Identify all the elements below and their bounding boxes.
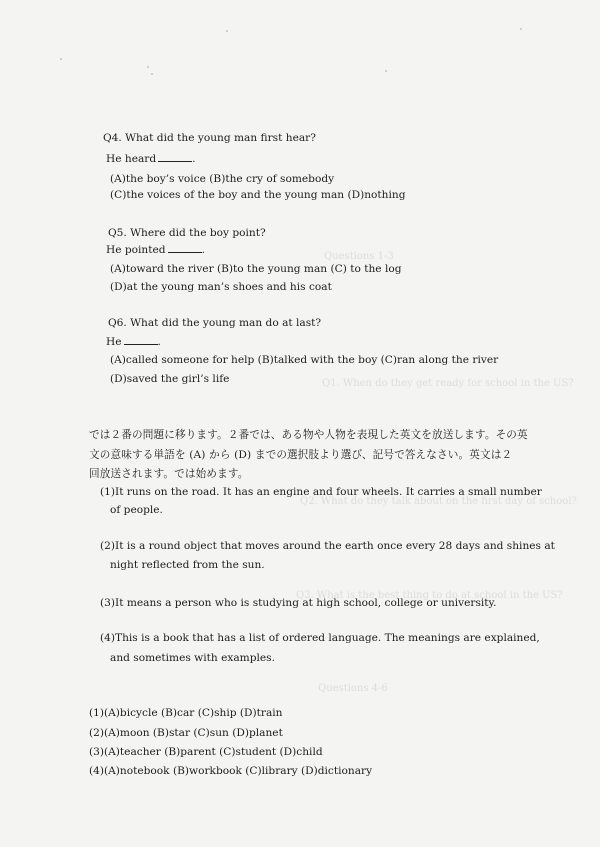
stem-text: He pointed (106, 244, 166, 256)
options-q6-line1: (A)called someone for help (B)talked with the boy (C)ran along the river (110, 354, 499, 366)
answer-choices-1: (1)(A)bicycle (B)car (C)ship (D)train (89, 707, 283, 719)
instructions-line: では２番の問題に移ります。２番では、ある物や人物を表現した英文を放送します。その英 (89, 429, 528, 441)
answer-choices-2: (2)(A)moon (B)star (C)sun (D)planet (89, 727, 283, 739)
bleed-through-text: Q3. What is the best thing to do at school in the US? (296, 590, 563, 601)
stem-text: He heard (106, 153, 157, 165)
description-4-line2: and sometimes with examples. (110, 652, 275, 664)
answer-blank (158, 152, 192, 162)
description-2-line2: night reflected from the sun. (110, 559, 265, 571)
bleed-through-text: Q1. When do they get ready for school in the US? (322, 378, 574, 389)
bleed-through-text: Questions 4-6 (318, 683, 388, 694)
options-q4-line1: (A)the boy’s voice (B)the cry of somebody (110, 173, 335, 185)
question-q5: Q5. Where did the boy point? (108, 227, 266, 239)
answer-stem-q6: He . (106, 336, 161, 348)
scan-speck (151, 73, 153, 75)
bleed-through-text: Questions 1-3 (324, 251, 394, 262)
description-4-line1: (4)This is a book that has a list of ordered language. The meanings are explained, (100, 632, 540, 644)
stem-text: He (106, 336, 122, 348)
answer-stem-q5: He pointed . (106, 244, 205, 256)
bleed-through-text: Q2. What do they talk about on the first day of school? (300, 496, 577, 507)
description-1-line1: (1)It runs on the road. It has an engine and four wheels. It carries a small number (100, 486, 542, 498)
description-3-line1: (3)It means a person who is studying at high school, college or university. (100, 597, 497, 609)
instructions-line: 文の意味する単語を (A) から (D) までの選択肢より選び、記号で答えなさい。英文は２ (89, 449, 513, 461)
description-2-line1: (2)It is a round object that moves around the earth once every 28 days and shines at (100, 540, 555, 552)
scan-speck (226, 30, 228, 32)
scan-speck (385, 70, 387, 72)
scan-speck (520, 28, 522, 30)
options-q6-line2: (D)saved the girl’s life (110, 373, 230, 385)
answer-choices-3: (3)(A)teacher (B)parent (C)student (D)child (89, 746, 323, 758)
scan-speck (60, 58, 62, 60)
instructions-line: 回放送されます。では始めます。 (89, 468, 249, 480)
options-q5-line1: (A)toward the river (B)to the young man (C) to the log (110, 263, 402, 275)
question-q6: Q6. What did the young man do at last? (108, 317, 322, 329)
answer-stem-q4: He heard . (106, 153, 196, 165)
answer-blank (168, 243, 202, 253)
scan-speck (147, 66, 149, 68)
answer-choices-4: (4)(A)notebook (B)workbook (C)library (D)dictionary (89, 765, 373, 777)
description-1-line2: of people. (110, 504, 163, 516)
question-q4: Q4. What did the young man first hear? (103, 132, 316, 144)
options-q5-line2: (D)at the young man’s shoes and his coat (110, 281, 332, 293)
options-q4-line2: (C)the voices of the boy and the young man (D)nothing (110, 189, 406, 201)
answer-blank (124, 335, 158, 345)
